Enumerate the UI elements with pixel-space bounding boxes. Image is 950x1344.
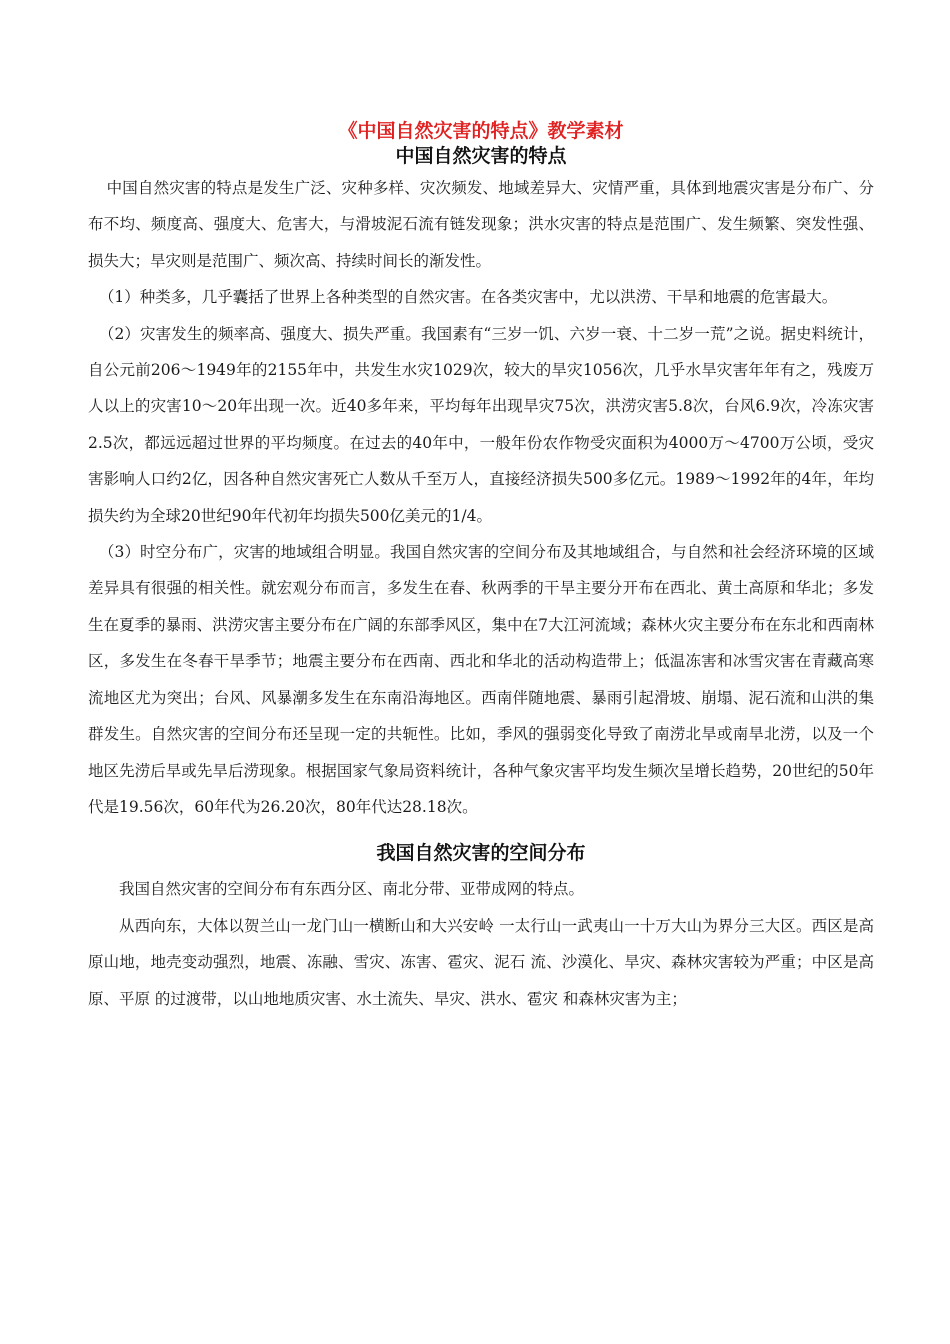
section-title-spatial-distribution: 我国自然灾害的空间分布 bbox=[376, 842, 586, 865]
paragraph-point-3: （3）时空分布广，灾害的地域组合明显。我国自然灾害的空间分布及其地域组合，与自然和社会经济环境的区域差异具有很强的相关性。就宏观分布而言，多发生在春、秋两季的干旱主要分开布在西北、黄土高原和华北；多发生在夏季的暴雨、洪涝灾害主要分布在广阔的东部季风区，集中在7大江河流域；森林火灾主要分布在东北和西南林区，多发生在冬春干旱季节；地震主要分布在西南、西北和华北的活动构造带上；低温冻害和冰雪灾害在青藏高寒流地区尤为突出；台风、风暴潮多发生在东南沿海地区。西南伴随地震、暴雨引起滑坡、崩塌、泥石流和山洪的集群发生。自然灾害的空间分布还呈现一定的共轭性。比如，季风的强弱变化导致了南涝北旱或南旱北涝，以及一个地区先涝后旱或先旱后涝现象。根据国家气象局资料统计，各种气象灾害平均发生频次呈增长趋势，20世纪的50年代是19.56次，60年代为26.20次，80年代达28.18次。 bbox=[88, 543, 874, 816]
paragraph-spatial-regions: 从西向东，大体以贺兰山一龙门山一横断山和大兴安岭 一太行山一武夷山一十万大山为界分三大区。西区是高原山地，地壳变动强烈，地震、冻融、雪灾、冻害、雹灾、泥石 流、沙漠化、旱灾、森林灾害较为严重；中区是高原、平原 的过渡带，以山地地质灾害、水土流失、旱灾、洪水、雹灾 和森林灾害为主； bbox=[88, 916, 874, 1008]
paragraph-intro: 中国自然灾害的特点是发生广泛、灾种多样、灾次频发、地域差异大、灾情严重，具体到地震灾害是分布广、分布不均、频度高、强度大、危害大，与滑坡泥石流有链发现象；洪水灾害的特点是范围广、发生频繁、突发性强、损失大；旱灾则是范围广、频次高、持续时间长的渐发性。 bbox=[88, 179, 874, 270]
document-title: 《中国自然灾害的特点》教学素材 bbox=[338, 120, 624, 142]
paragraph-point-2: （2）灾害发生的频率高、强度大、损失严重。我国素有“三岁一饥、六岁一衰、十二岁一荒”之说。据史料统计，自公元前206～1949年的2155年中，共发生水灾1029次，较大的旱灾1056次，几乎水旱灾害年年有之，残废万人以上的灾害10～20年出现一次。近40多年来，平均每年出现旱灾75次，洪涝灾害5.8次，台风6.9次，冷冻灾害2.5次，都远远超过世界的平均频度。在过去的40年中，一般年份农作物受灾面积为4000万～4700万公顷，受灾害影响人口约2亿，因各种自然灾害死亡人数从千至万人，直接经济损失500多亿元。1989～1992年的4年，年均损失约为全球20世纪90年代初年均损失500亿美元的1/4。 bbox=[88, 324, 874, 525]
section-title-characteristics: 中国自然灾害的特点 bbox=[395, 145, 567, 167]
paragraph-point-1: （1）种类多，几乎囊括了世界上各种类型的自然灾害。在各类灾害中，尤以洪涝、干旱和地震的危害最大。 bbox=[98, 288, 838, 307]
document-page bbox=[88, 118, 874, 1017]
paragraph-spatial-intro: 我国自然灾害的空间分布有东西分区、南北分带、亚带成网的特点。 bbox=[119, 880, 585, 899]
